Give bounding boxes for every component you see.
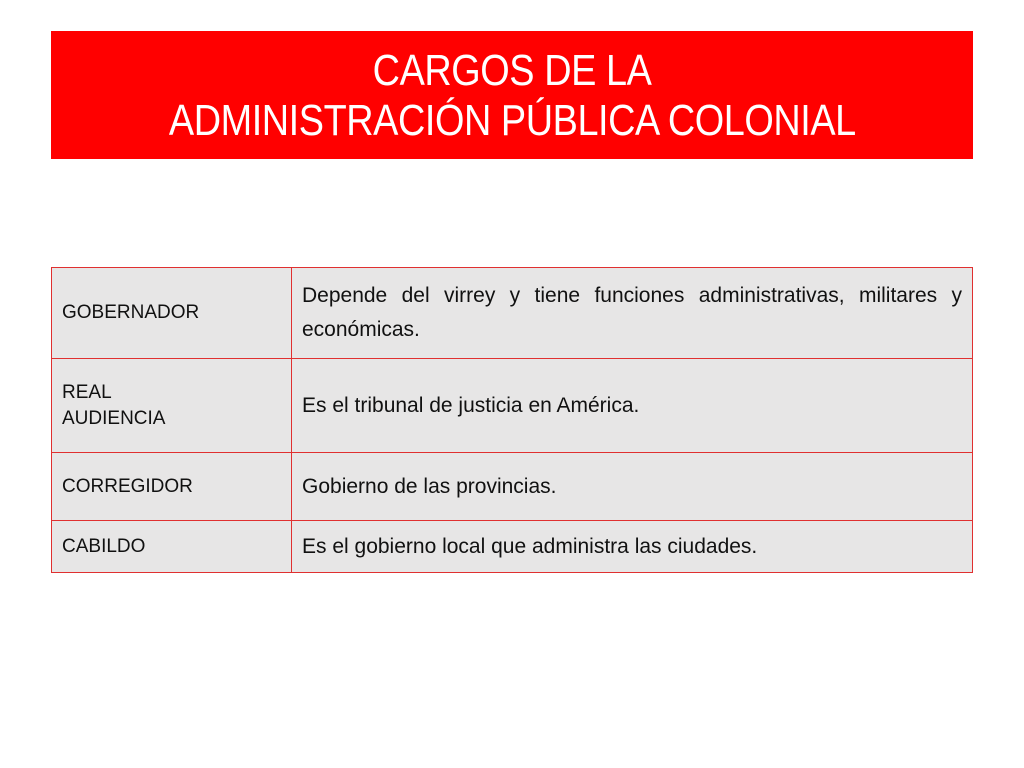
cargos-table (51, 267, 973, 573)
cargo-cell (52, 521, 292, 573)
cargo-cell (52, 359, 292, 453)
table-row (52, 268, 973, 359)
description-cell: Es el tribunal de justicia en América. (292, 359, 973, 453)
cargo-cell (52, 268, 292, 359)
description-cell: Es el gobierno local que administra las ciudades. (292, 521, 973, 573)
description-cell: Gobierno de las provincias. (292, 453, 973, 521)
cargo-name: CORREGIDOR (62, 475, 193, 497)
table-row (52, 359, 973, 453)
title-banner (51, 31, 973, 159)
table-row (52, 521, 973, 573)
table-row (52, 453, 973, 521)
title-line-1: CARGOS DE LA (372, 46, 652, 95)
cargo-name: CABILDO (62, 535, 146, 557)
cargo-name: GOBERNADOR (62, 302, 200, 323)
description-cell: Depende del virrey y tiene funciones administrativas, militares y económicas. (292, 268, 973, 359)
cargo-cell (52, 453, 292, 521)
title-line-2: ADMINISTRACIÓN PÚBLICA COLONIAL (168, 96, 856, 145)
cargo-name: REAL AUDIENCIA (62, 381, 166, 429)
